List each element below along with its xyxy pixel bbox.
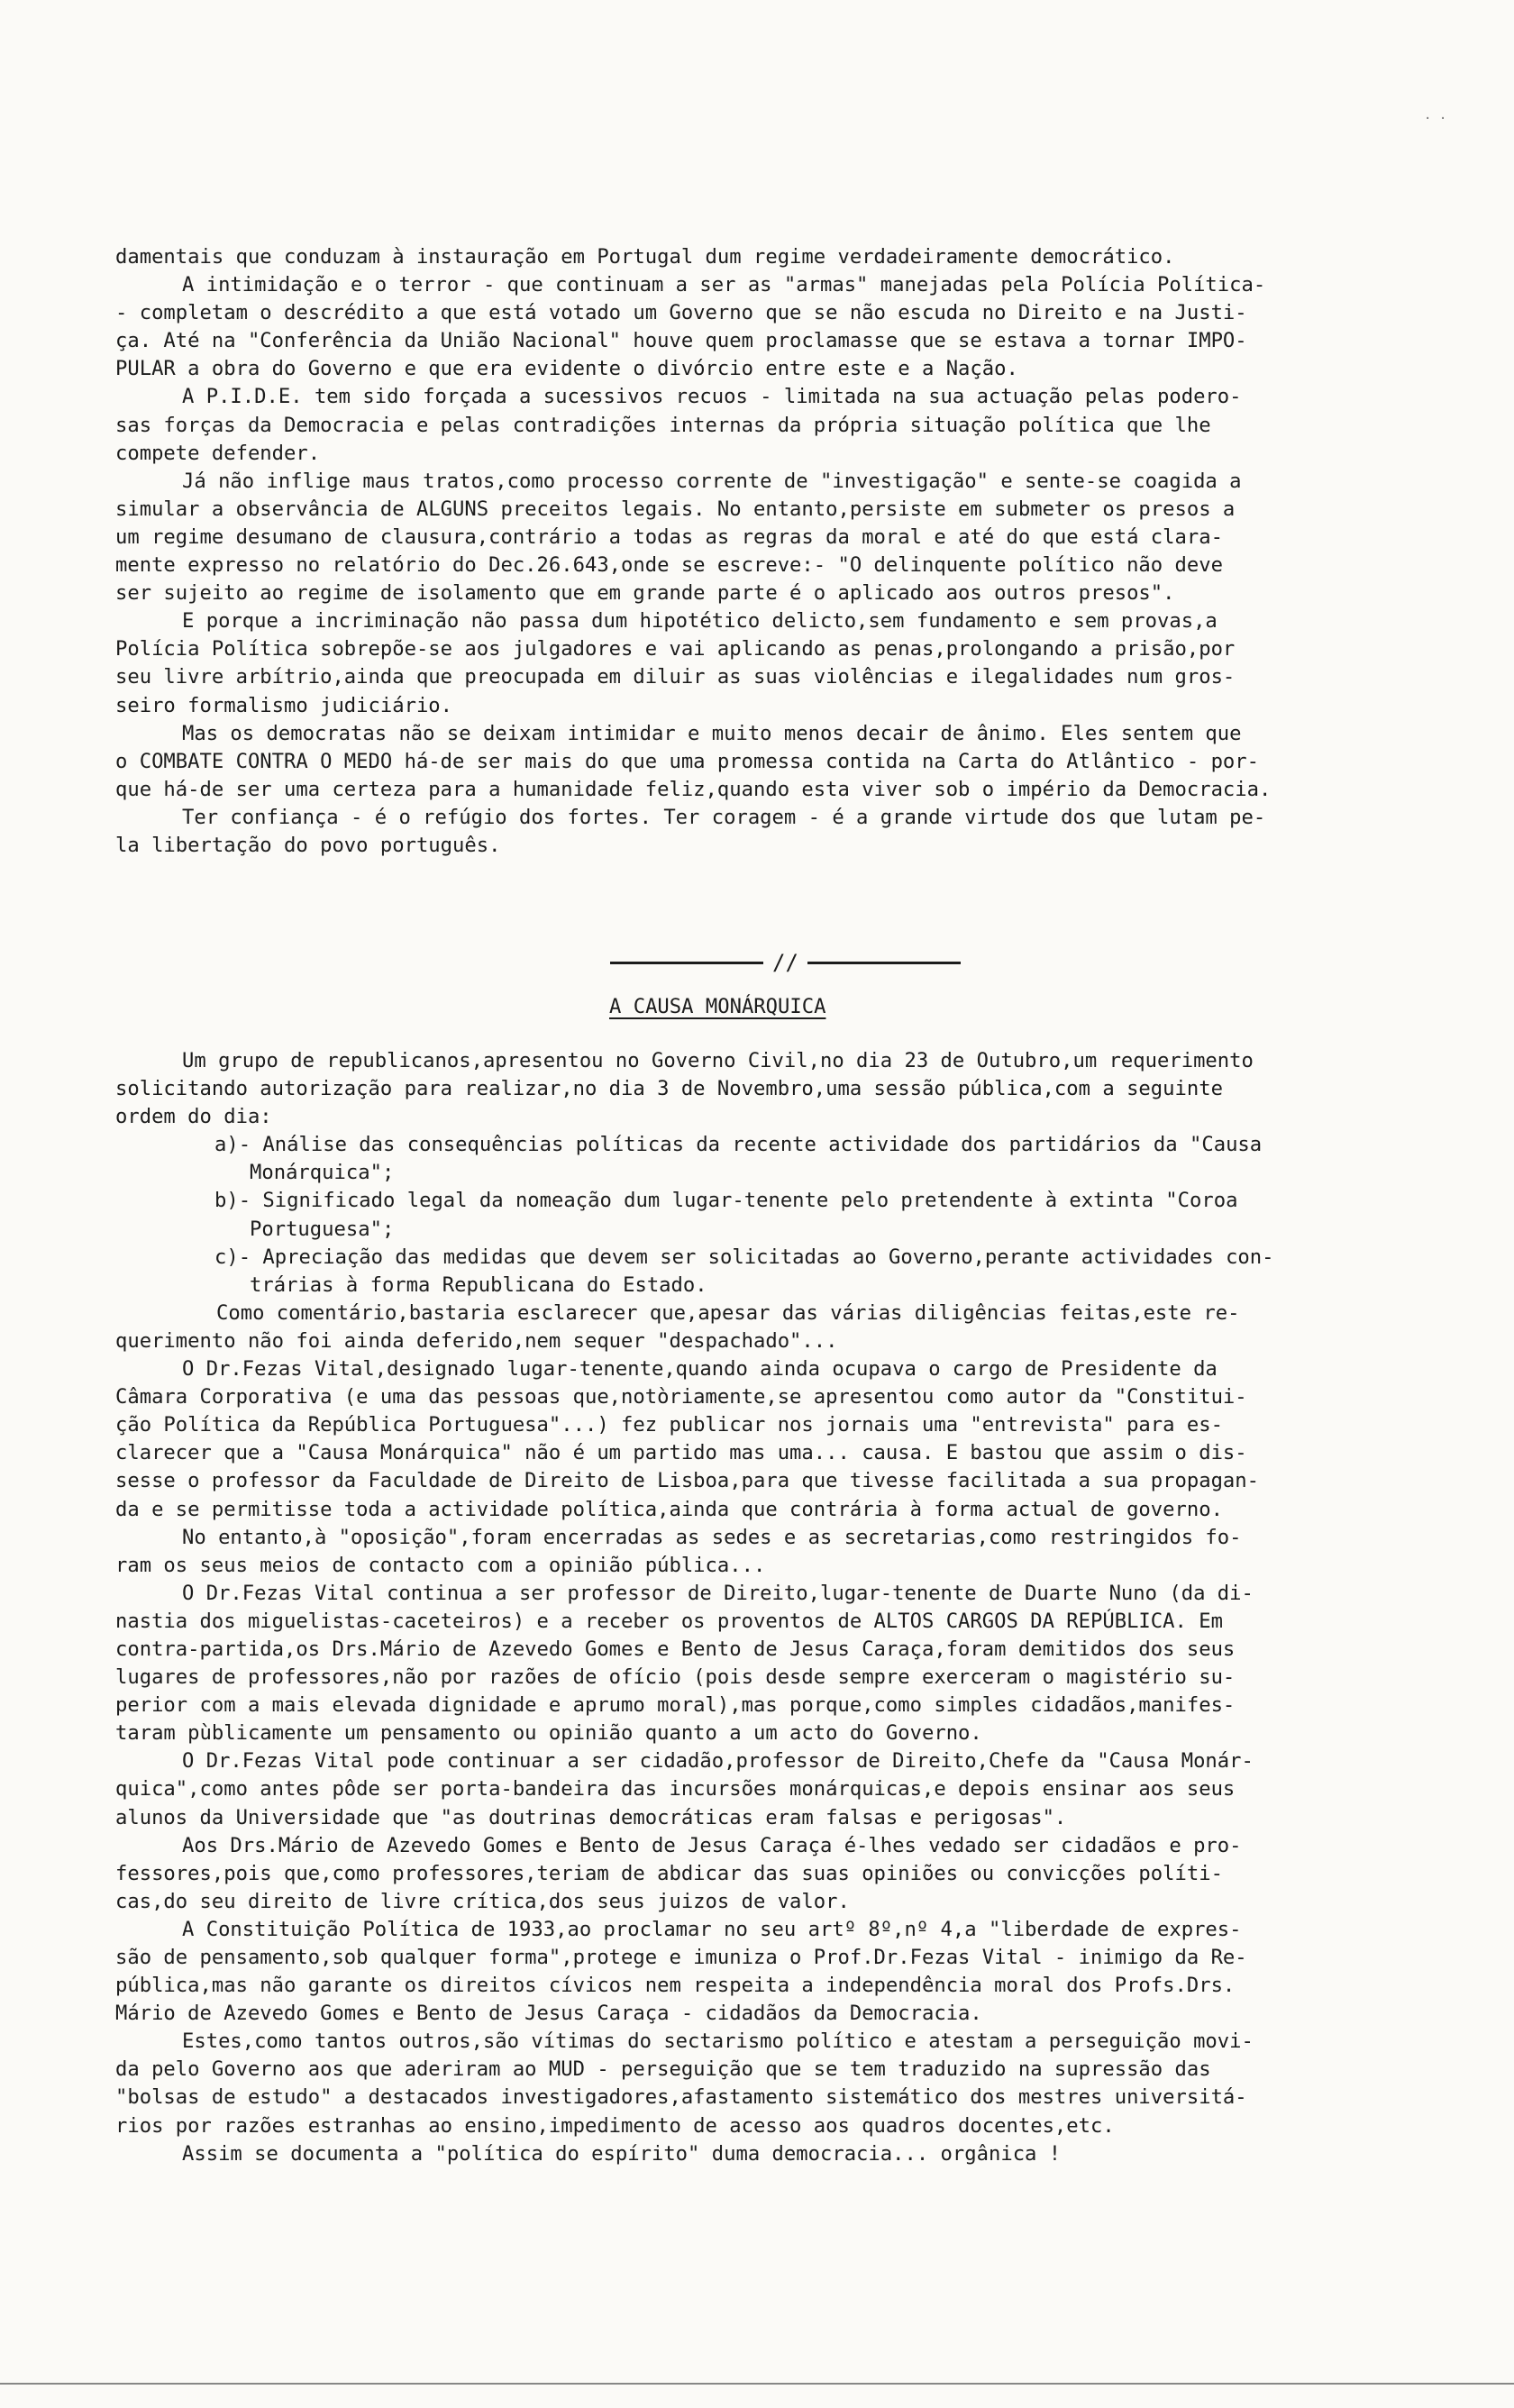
text-line: la libertação do povo português.	[115, 833, 501, 857]
text-line: Estes,como tantos outros,são vítimas do sectarismo político e atestam a perseguição movi-	[182, 2029, 1254, 2054]
text-line: damentais que conduzam à instauração em Portugal dum regime verdadeiramente democrático.	[115, 245, 1175, 269]
text-line: seu livre arbítrio,ainda que preocupada em diluir as suas violências e ilegalidades num gros-	[115, 665, 1236, 689]
text-line: "bolsas de estudo" a destacados investigadores,afastamento sistemático dos mestres universitá-	[115, 2085, 1247, 2110]
text-line: rios por razões estranhas ao ensino,impedimento de acesso aos quadros docentes,etc.	[115, 2113, 1115, 2138]
text-line: ça. Até na "Conferência da União Nacional" houve quem proclamasse que se estava a tornar IMPO-	[115, 329, 1247, 353]
text-line: o COMBATE CONTRA O MEDO há-de ser mais do que uma promessa contida na Carta do Atlântico - por-	[115, 749, 1260, 773]
text-line: ser sujeito ao regime de isolamento que em grande parte é o aplicado aos outros presos".	[115, 581, 1175, 606]
text-line: quica",como antes pôde ser porta-bandeira das incursões monárquicas,e depois ensinar aos seus	[115, 1777, 1236, 1801]
text-line: ção Política da República Portuguesa"...) fez publicar nos jornais uma "entrevista" para es-	[115, 1413, 1223, 1437]
text-line: alunos da Universidade que "as doutrinas democráticas eram falsas e perigosas".	[115, 1805, 1067, 1829]
text-line: Mário de Azevedo Gomes e Bento de Jesus Caraça - cidadãos da Democracia.	[115, 2002, 982, 2026]
list-item-continuation: Monárquica";	[250, 1161, 395, 1185]
text-line: Um grupo de republicanos,apresentou no Governo Civil,no dia 23 de Outubro,um requerimento	[182, 1049, 1254, 1072]
text-line: sesse o professor da Faculdade de Direito de Lisboa,para que tivesse facilitada a sua propagan-	[115, 1469, 1260, 1493]
text-line: compete defender.	[115, 441, 321, 465]
text-line: Assim se documenta a "política do espírito" duma democracia... orgânica !	[182, 2141, 1062, 2166]
text-line: seiro formalismo judiciário.	[115, 693, 453, 717]
text-line: taram pùblicamente um pensamento ou opinião quanto a um acto do Governo.	[115, 1721, 982, 1746]
text-line: lugares de professores,não por razões de ofício (pois desde sempre exerceram o magistério su-	[115, 1665, 1236, 1690]
text-line: No entanto,à "oposição",foram encerradas as sedes e as secretarias,como restringidos fo-	[182, 1525, 1242, 1549]
text-line: E porque a incriminação não passa dum hipotético delicto,sem fundamento e sem provas,a	[182, 609, 1218, 634]
text-line: querimento não foi ainda deferido,nem sequer "despachado"...	[115, 1328, 838, 1353]
text-line: Mas os democratas não se deixam intimidar e muito menos decair de ânimo. Eles sentem que	[182, 721, 1242, 745]
text-line: Já não inflige maus tratos,como processo corrente de "investigação" e sente-se coagida a	[182, 469, 1242, 493]
text-line: Câmara Corporativa (e uma das pessoas que,notòriamente,se apresentou como autor da "Constitui-	[115, 1385, 1247, 1409]
text-line: cas,do seu direito de livre crítica,dos seus juizos de valor.	[115, 1889, 850, 1913]
text-line: sas forças da Democracia e pelas contradições internas da própria situação política que lhe	[115, 413, 1211, 437]
text-line: são de pensamento,sob qualquer forma",protege e imuniza o Prof.Dr.Fezas Vital - inimigo da Re-	[115, 1946, 1247, 1969]
list-item-continuation: trárias à forma Republicana do Estado.	[250, 1272, 707, 1297]
text-line: - completam o descrédito a que está votado um Governo que se não escuda no Direito e na Justi-	[115, 301, 1247, 325]
section-opening-text	[115, 243, 1424, 860]
text-line: da pelo Governo aos que aderiram ao MUD - perseguição que se tem traduzido na supressão das	[115, 2057, 1211, 2082]
section-causa-monarquica-text	[115, 1047, 1424, 2168]
text-line: A intimidação e o terror - que continuam a ser as "armas" manejadas pela Polícia Política-	[182, 273, 1266, 297]
text-line: ordem do dia:	[115, 1105, 272, 1129]
list-item: a)- Análise das consequências políticas da recente actividade dos partidários da "Causa	[214, 1133, 1263, 1157]
text-line: A Constituição Política de 1933,ao proclamar no seu artº 8º,nº 4,a "liberdade de expres-	[182, 1917, 1242, 1941]
divider-rule-right	[807, 962, 961, 964]
scan-mark: · ·	[1424, 112, 1447, 126]
text-line: fessores,pois que,como professores,teriam de abdicar das suas opiniões ou convicções políti-	[115, 1861, 1223, 1885]
text-line: Aos Drs.Mário de Azevedo Gomes e Bento de Jesus Caraça é-lhes vedado ser cidadãos e pro-	[182, 1833, 1242, 1857]
text-line: solicitando autorização para realizar,no dia 3 de Novembro,uma sessão pública,com a seguinte	[115, 1077, 1223, 1101]
text-line: que há-de ser uma certeza para a humanidade feliz,quando esta viver sob o império da Democracia.	[115, 777, 1272, 801]
divider-mark: //	[772, 950, 798, 975]
text-line: ram os seus meios de contacto com a opinião pública...	[115, 1553, 766, 1577]
section-heading: A CAUSA MONÁRQUICA	[609, 995, 826, 1018]
text-line: um regime desumano de clausura,contrário a todas as regras da moral e até do que está clara-	[115, 524, 1223, 549]
text-line: simular a observância de ALGUNS preceitos legais. No entanto,persiste em submeter os presos a	[115, 497, 1236, 521]
list-item: c)- Apreciação das medidas que devem ser solicitadas ao Governo,perante actividades con-	[214, 1245, 1274, 1269]
text-line: nastia dos miguelistas-caceteiros) e a receber os proventos de ALTOS CARGOS DA REPÚBLICA. Em	[115, 1609, 1223, 1633]
text-line: perior com a mais elevada dignidade e aprumo moral),mas porque,como simples cidadãos,manifes-	[115, 1693, 1236, 1718]
text-line: da e se permitisse toda a actividade política,ainda que contrária à forma actual de governo.	[115, 1497, 1223, 1521]
list-item-continuation: Portuguesa";	[250, 1217, 395, 1241]
text-line: mente expresso no relatório do Dec.26.643,onde se escreve:- "O delinquente político não deve	[115, 553, 1223, 578]
divider-rule-left	[610, 962, 763, 964]
scan-edge-line	[0, 2383, 1514, 2385]
text-line: clarecer que a "Causa Monárquica" não é um partido mas uma... causa. E bastou que assim o dis-	[115, 1441, 1247, 1465]
text-line: Ter confiança - é o refúgio dos fortes. Ter coragem - é a grande virtude dos que lutam pe-	[182, 805, 1266, 829]
section-divider	[610, 950, 961, 975]
text-line: O Dr.Fezas Vital continua a ser professor de Direito,lugar-tenente de Duarte Nuno (da di-	[182, 1581, 1254, 1605]
text-line: PULAR a obra do Governo e que era evidente o divórcio entre este e a Nação.	[115, 357, 1018, 381]
list-item: b)- Significado legal da nomeação dum lugar-tenente pelo pretendente à extinta "Coroa	[214, 1189, 1238, 1213]
text-line: pública,mas não garante os direitos cívicos nem respeita a independência moral dos Profs.Drs.	[115, 1974, 1236, 1998]
text-line: O Dr.Fezas Vital pode continuar a ser cidadão,professor de Direito,Chefe da "Causa Monár-	[182, 1749, 1254, 1774]
text-line: Como comentário,bastaria esclarecer que,apesar das várias diligências feitas,este re-	[216, 1300, 1240, 1325]
text-line: A P.I.D.E. tem sido forçada a sucessivos recuos - limitada na sua actuação pelas podero-	[182, 385, 1242, 409]
text-line: Polícia Política sobrepõe-se aos julgadores e vai aplicando as penas,prolongando a prisão,por	[115, 637, 1236, 661]
text-line: contra-partida,os Drs.Mário de Azevedo Gomes e Bento de Jesus Caraça,foram demitidos dos seus	[115, 1637, 1236, 1661]
text-line: O Dr.Fezas Vital,designado lugar-tenente,quando ainda ocupava o cargo de Presidente da	[182, 1357, 1218, 1382]
